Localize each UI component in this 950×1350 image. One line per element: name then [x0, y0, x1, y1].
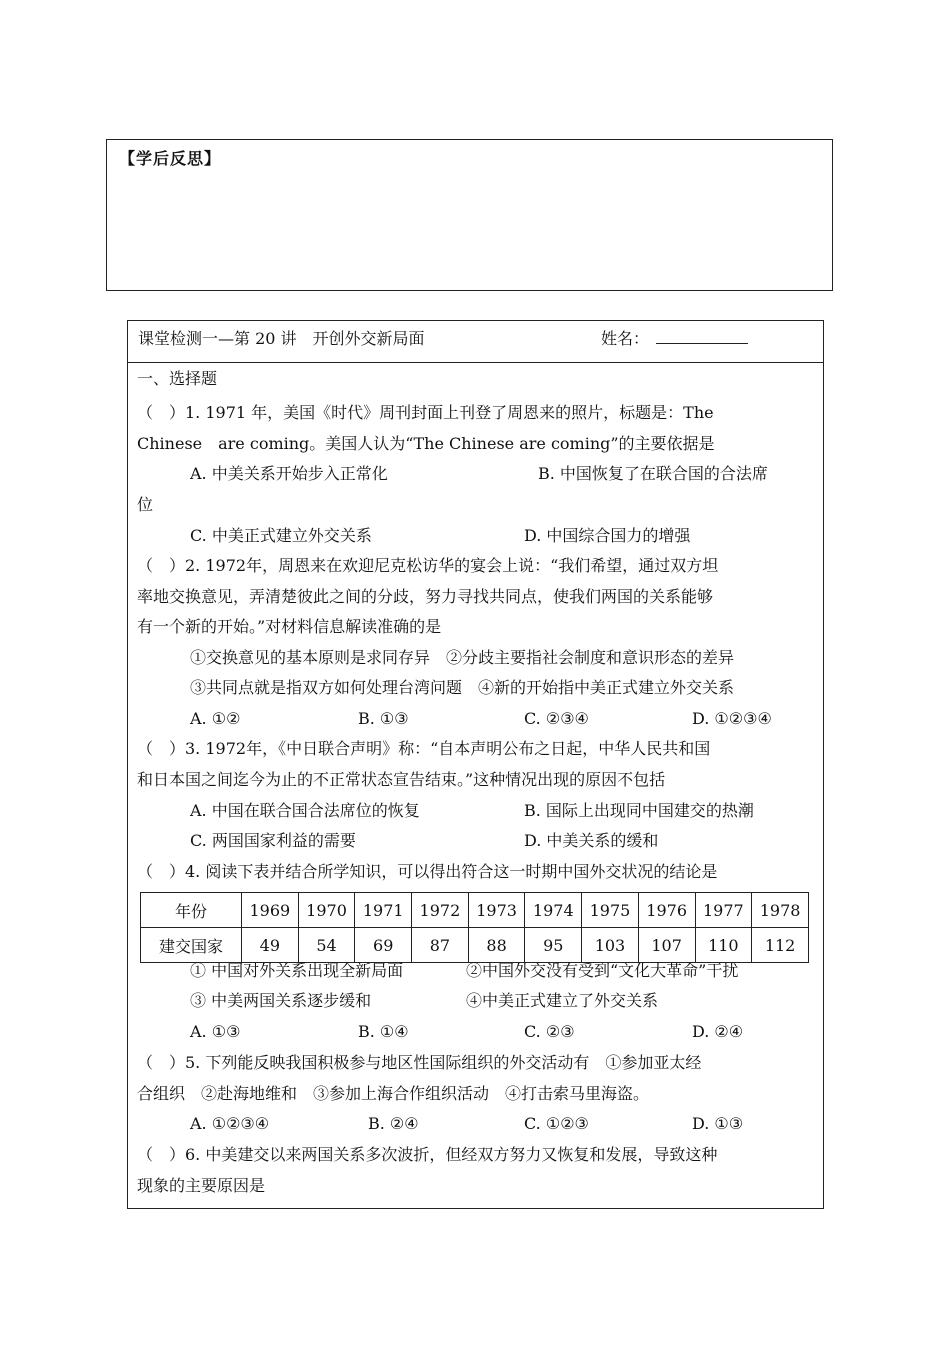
name-label: 姓名：	[601, 329, 650, 348]
q1-option-c: C. 中美正式建立外交关系	[190, 526, 372, 545]
q5-line2: 合组织 ②赴海地维和 ③参加上海合作组织活动 ④打击索马里海盗。	[137, 1084, 650, 1103]
table-cell-year: 1973	[468, 893, 525, 928]
q4-line1: （ ）4. 阅读下表并结合所学知识，可以得出符合这一时期中国外交状况的结论是	[137, 862, 718, 881]
table-header-countries: 建交国家	[141, 928, 242, 963]
q2-option-a: A. ①②	[190, 709, 241, 728]
q2-line1: （ ）2. 1972年，周恩来在欢迎尼克松访华的宴会上说：“我们希望，通过双方坦	[137, 556, 719, 575]
q5-line1: （ ）5. 下列能反映我国积极参与地区性国际组织的外交活动有 ①参加亚太经	[137, 1053, 702, 1072]
table-cell-count: 95	[525, 928, 582, 963]
table-cell-count: 87	[412, 928, 469, 963]
q2-option-c: C. ②③④	[524, 709, 589, 728]
table-cell-count: 49	[242, 928, 299, 963]
q4-statement-1: ① 中国对外关系出现全新局面	[190, 961, 404, 980]
q4-statement-3: ③ 中美两国关系逐步缓和	[190, 991, 372, 1010]
quiz-header	[128, 321, 823, 363]
q3-option-b: B. 国际上出现同中国建交的热潮	[524, 801, 754, 820]
name-blank[interactable]	[656, 343, 748, 344]
table-cell-count: 110	[695, 928, 752, 963]
table-row-years	[141, 893, 809, 928]
table-cell-count: 88	[468, 928, 525, 963]
section-title: 一、选择题	[137, 369, 218, 388]
q4-option-c: C. ②③	[524, 1022, 575, 1041]
q1-line1: （ ）1. 1971 年，美国《时代》周刊封面上刊登了周恩来的照片，标题是：The	[137, 403, 714, 422]
q2-line2: 率地交换意见，弄清楚彼此之间的分歧，努力寻找共同点，使我们两国的关系能够	[137, 587, 714, 606]
table-cell-year: 1969	[242, 893, 299, 928]
q6-line2: 现象的主要原因是	[137, 1176, 266, 1195]
q5-option-c: C. ①②③	[524, 1114, 589, 1133]
q2-statements-1: ①交换意见的基本原则是求同存异 ②分歧主要指社会制度和意识形态的差异	[190, 648, 735, 667]
q1-option-a: A. 中美关系开始步入正常化	[190, 464, 388, 483]
q2-statements-2: ③共同点就是指双方如何处理台湾问题 ④新的开始指中美正式建立外交关系	[190, 678, 735, 697]
q5-option-d: D. ①③	[692, 1114, 744, 1133]
table-header-year: 年份	[141, 893, 242, 928]
q3-option-a: A. 中国在联合国合法席位的恢复	[190, 801, 420, 820]
q2-option-d: D. ①②③④	[692, 709, 772, 728]
q3-line1: （ ）3. 1972年，《中日联合声明》称：“自本声明公布之日起，中华人民共和国	[137, 739, 711, 758]
q1-option-b-cont: 位	[137, 495, 154, 514]
q1-line2: Chinese are coming。美国人认为“The Chinese are coming”的主要依据是	[137, 434, 715, 453]
table-cell-year: 1974	[525, 893, 582, 928]
diplomacy-table	[140, 892, 809, 963]
reflection-title: 【学后反思】	[119, 149, 222, 168]
q6-line1: （ ）6. 中美建交以来两国关系多次波折，但经双方努力又恢复和发展，导致这种	[137, 1145, 718, 1164]
q1-option-b: B. 中国恢复了在联合国的合法席	[538, 464, 768, 483]
q5-option-b: B. ②④	[368, 1114, 419, 1133]
reflection-box	[106, 139, 833, 291]
q4-option-a: A. ①③	[190, 1022, 241, 1041]
table-cell-year: 1970	[298, 893, 355, 928]
table-cell-count: 69	[355, 928, 412, 963]
table-cell-year: 1976	[638, 893, 695, 928]
q5-option-a: A. ①②③④	[190, 1114, 270, 1133]
q3-line2: 和日本国之间迄今为止的不正常状态宣告结束。”这种情况出现的原因不包括	[137, 770, 666, 789]
table-cell-count: 107	[638, 928, 695, 963]
q3-option-c: C. 两国国家利益的需要	[190, 831, 356, 850]
table-cell-year: 1978	[752, 893, 809, 928]
table-cell-count: 112	[752, 928, 809, 963]
q4-statement-2: ②中国外交没有受到“文化大革命”干扰	[466, 961, 739, 980]
table-row-counts	[141, 928, 809, 963]
q3-option-d: D. 中美关系的缓和	[524, 831, 659, 850]
q1-option-d: D. 中国综合国力的增强	[524, 526, 691, 545]
q4-option-b: B. ①④	[358, 1022, 409, 1041]
table-cell-count: 54	[298, 928, 355, 963]
table-cell-year: 1977	[695, 893, 752, 928]
quiz-title: 课堂检测一—第 20 讲 开创外交新局面	[138, 329, 425, 348]
table-cell-year: 1971	[355, 893, 412, 928]
q2-line3: 有一个新的开始。”对材料信息解读准确的是	[137, 617, 442, 636]
q4-statement-4: ④中美正式建立了外交关系	[466, 991, 659, 1010]
table-cell-count: 103	[582, 928, 639, 963]
q4-option-d: D. ②④	[692, 1022, 744, 1041]
table-cell-year: 1972	[412, 893, 469, 928]
table-cell-year: 1975	[582, 893, 639, 928]
q2-option-b: B. ①③	[358, 709, 409, 728]
